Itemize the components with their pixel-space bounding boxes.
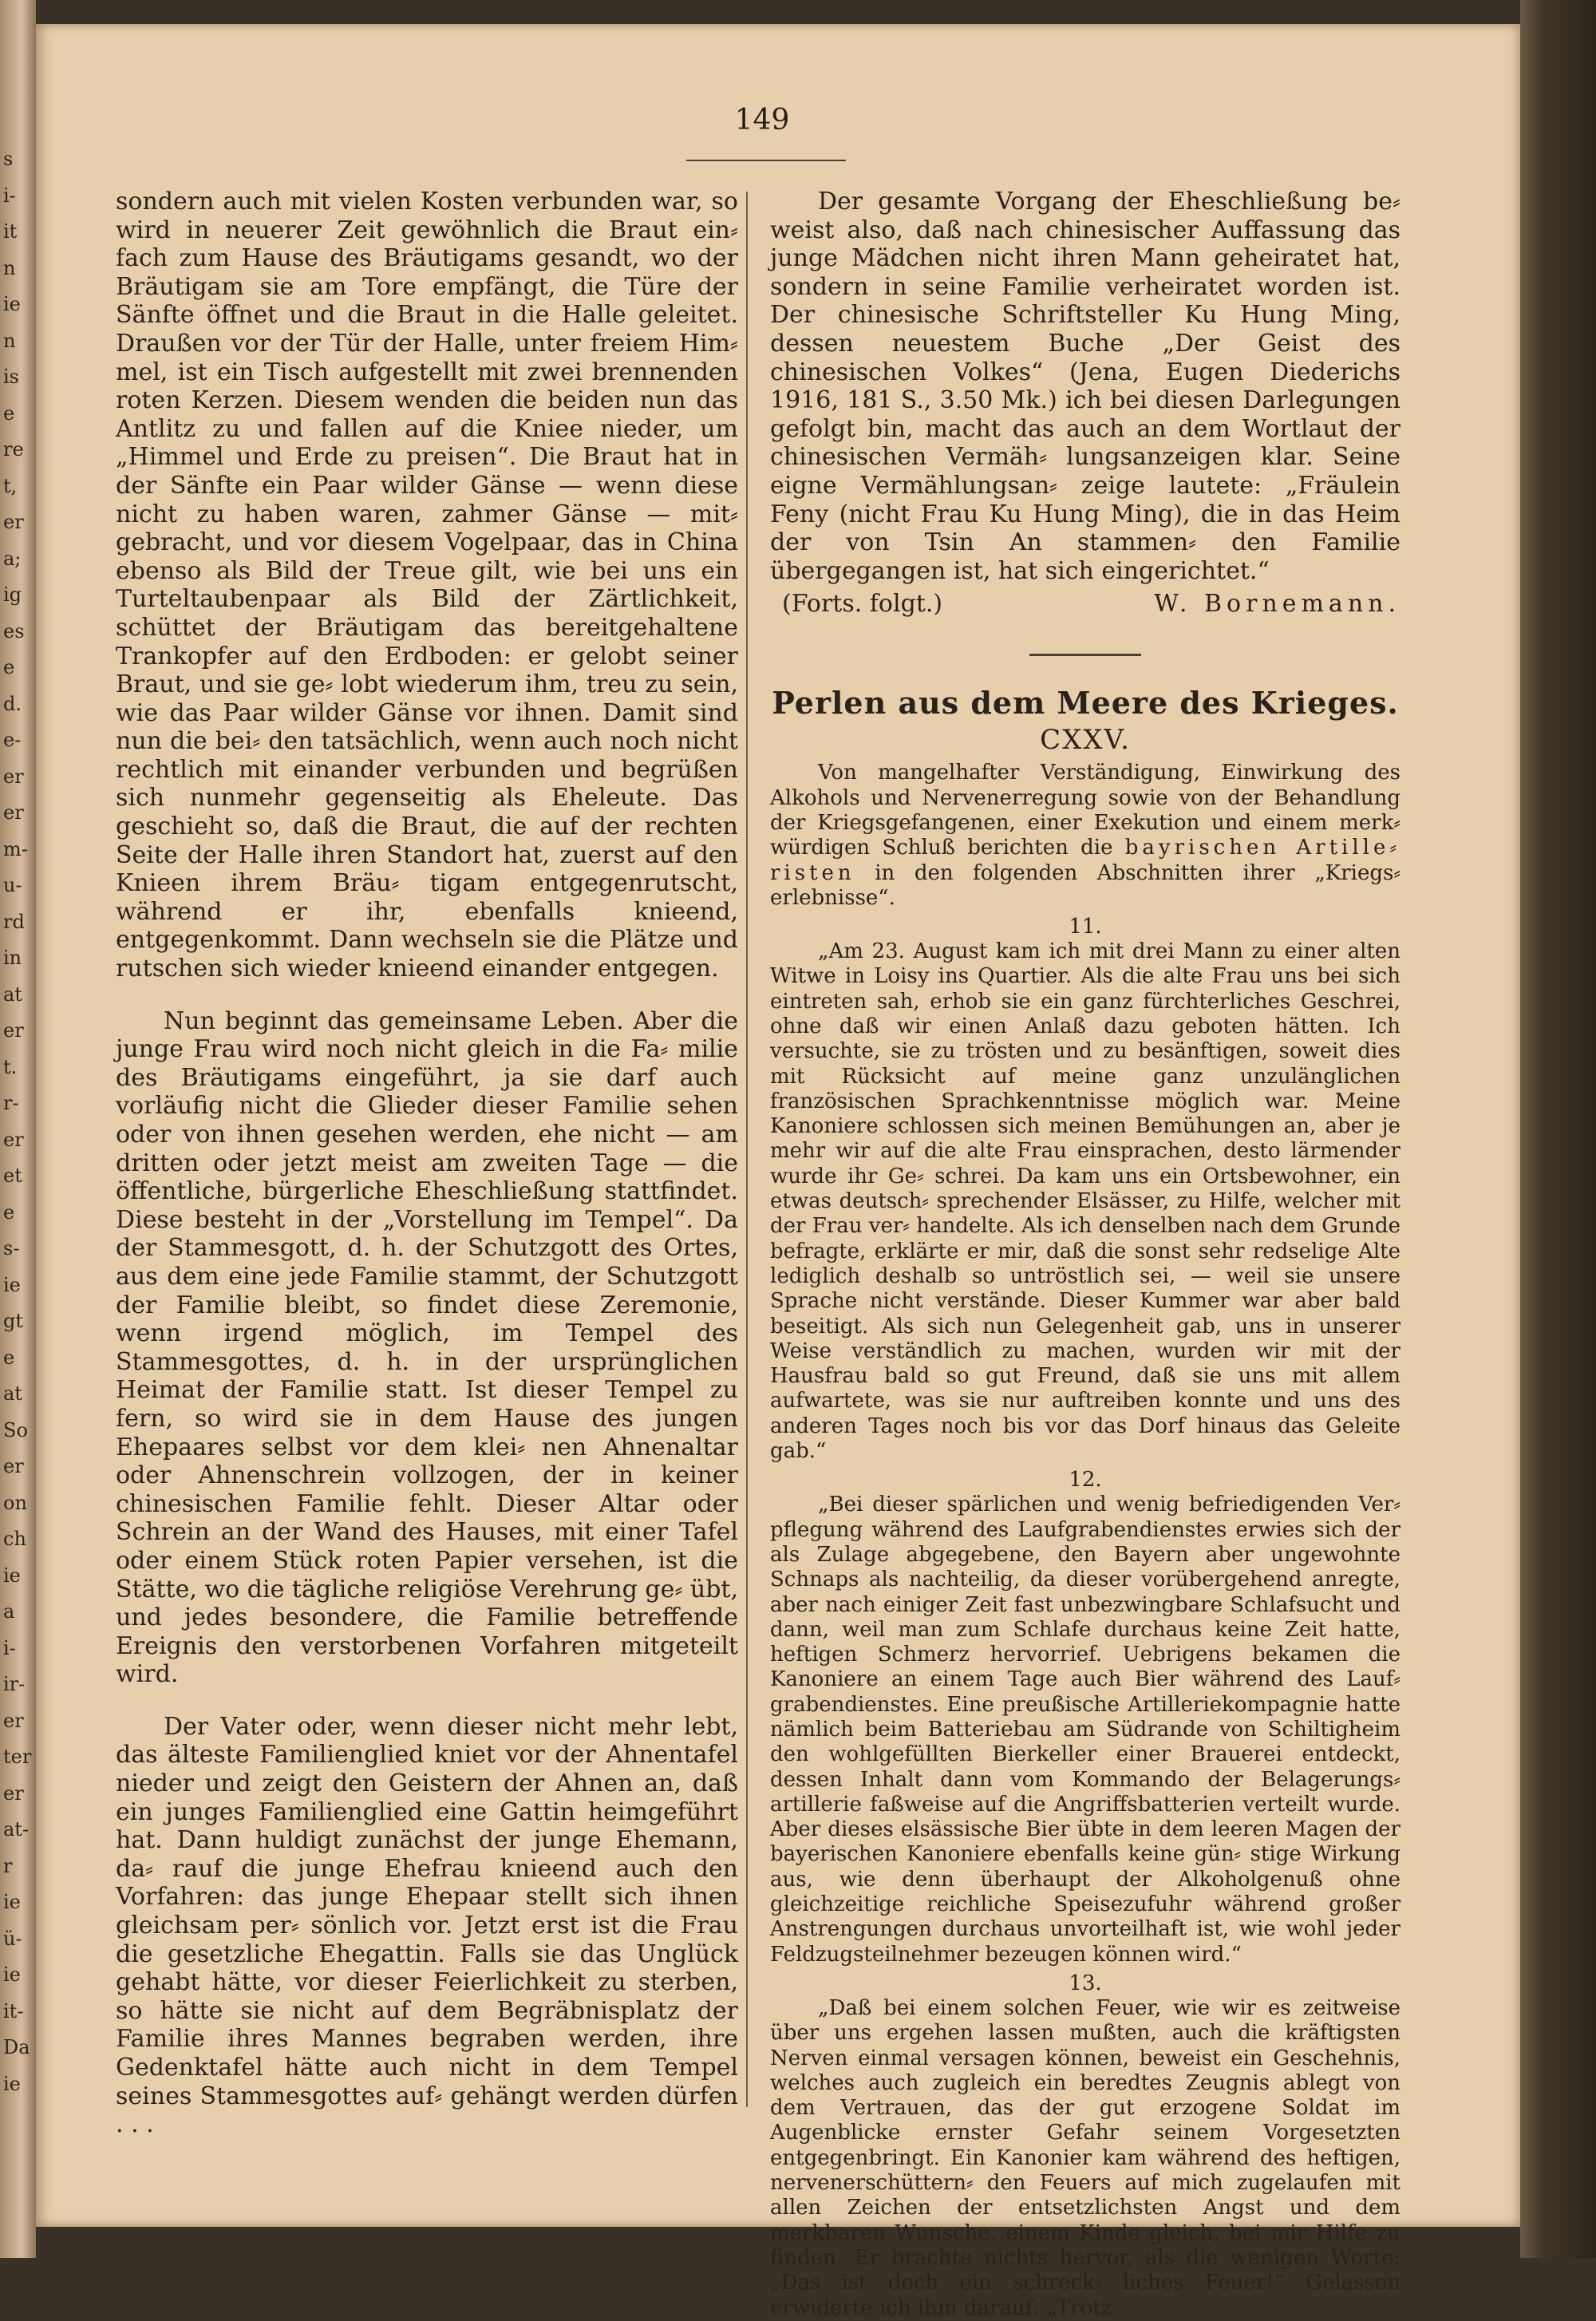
facing-page-fragment: n bbox=[3, 256, 16, 279]
facing-page-fragment: er bbox=[3, 511, 24, 533]
left-paragraph-3: Der Vater oder, wenn dieser nicht mehr lebt, das älteste Familienglied kniet vor der Ahnentafel nieder und zeigt den Geistern der Ahnen an, daß ein junges Familienglied eine Gattin heimgeführt hat. Dann huldigt zunächst der junge Ehemann, da⸗ rauf die junge Ehefrau knieend auch den Vorfahren: das junge Ehepaar stellt sich ihnen gleichsam per⸗ sönlich vor. Jetzt erst ist die Frau die gesetzliche Ehegattin. Falls sie das Unglück gehabt hätte, vor dieser Feierlichkeit zu sterben, so hätte sie nicht auf dem Begräbnisplatz der Familie ihres Mannes begraben werden, ihre Gedenktafel hätte auch nicht in dem Tempel seines Stammesgottes auf⸗ gehängt werden dürfen . . . bbox=[116, 1712, 738, 2139]
facing-page-fragment: gt bbox=[3, 1310, 24, 1332]
author-signature: W. Bornemann. bbox=[1154, 590, 1400, 619]
item-number-11: 11. bbox=[1069, 915, 1102, 939]
right-paragraph-1: Der gesamte Vorgang der Eheschließung be⸗ weist also, daß nach chinesischer Auffassung das junge Mädchen nicht ihren Mann geheiratet hat, sondern in seine Familie verheiratet worden ist. Der chinesische Schriftsteller Ku Hung Ming, dessen neuestem Buche „Der Geist des chinesischen Volkes“ (Jena, Eugen Diederichs 1916, 181 S., 3.50 Mk.) ich bei diesen Darlegungen gefolgt bin, macht das auch an dem Wortlaut der chinesischen Vermäh⸗ lungsanzeigen klar. Seine eigne Vermählungsan⸗ zeige lautete: „Fräulein Feny (nicht Frau Ku Hung Ming), die in das Heim der von Tsin An stammen⸗ den Familie übergegangen ist, hat sich eingerichtet.“ bbox=[770, 188, 1400, 585]
intro-text-after: in den folgenden Abschnitten ihrer „Kriegs⸗ erlebnisse“. bbox=[770, 860, 1401, 910]
facing-page-fragment: er bbox=[3, 1128, 24, 1151]
facing-page-fragment: er bbox=[3, 1781, 24, 1805]
facing-page-fragment: ter bbox=[3, 1746, 32, 1768]
item-12-text: „Bei dieser spärlichen und wenig befriedigenden Ver⸗ pflegung während des Laufgrabendienstes erwies sich der als Zulage abgegebene, den Bayern aber ungewohnte Schnaps als nachteilig, da dieser vorübergehend anregte, aber nach einiger Zeit fast unbezwingbare Schlafsucht und dann, weil man zum Schlafe durchaus keine Zeit hatte, heftigen Schmerz hervorrief. Uebrigens bekamen die Kanoniere an einem Tage auch Bier während des Lauf⸗ grabendienstes. Eine preußische Artilleriekompagnie hatte nämlich beim Batteriebau am Südrande von Schiltigheim den wohlgefüllten Bierkeller einer Brauerei entdeckt, dessen Inhalt dann vom Kommando der Belagerungs⸗ artillerie faßweise auf die Angriffsbatterien verteilt wurde. Aber dieses elsässische Bier übte in dem leeren Magen der bayerischen Kanoniere ebenfalls keine gün⸗ stige Wirkung aus, wie denn überhaupt der Alkoholgenuß ohne gleichzeitige reichliche Speisezufuhr während großer Anstrengungen durchaus unvorteilhaft ist, wie wohl jeder Feldzugsteilnehmer bezeugen können wird.“ bbox=[770, 1493, 1400, 1967]
facing-page-fragment: So bbox=[3, 1418, 28, 1441]
facing-page-fragment: e bbox=[3, 1200, 15, 1224]
facing-page-fragment: m- bbox=[3, 837, 28, 860]
facing-page-fragment: i- bbox=[3, 184, 16, 207]
facing-page-fragment: at bbox=[3, 1382, 22, 1405]
section-numeral: CXXV. bbox=[1040, 724, 1131, 757]
facing-page-fragment: r bbox=[3, 1854, 13, 1877]
facing-page-fragment: ie bbox=[3, 1273, 21, 1296]
facing-page-fragment: er bbox=[3, 1709, 24, 1732]
facing-page-fragment: er bbox=[3, 765, 24, 788]
right-column bbox=[770, 188, 1400, 2321]
page-number: 149 bbox=[734, 104, 790, 136]
facing-page-fragment: s bbox=[3, 148, 14, 170]
facing-page-fragment: Da bbox=[3, 2036, 30, 2058]
continuation-line bbox=[770, 590, 1400, 619]
facing-page-fragment: r- bbox=[3, 1092, 19, 1114]
facing-page-fragment: t. bbox=[3, 1055, 18, 1078]
facing-page-fragment: ie bbox=[3, 1564, 21, 1587]
column-divider bbox=[746, 192, 748, 2107]
facing-page-fragment: it- bbox=[3, 1999, 24, 2022]
facing-page-fragment: ie bbox=[3, 1963, 21, 1986]
continued-note: (Forts. folgt.) bbox=[782, 590, 943, 619]
facing-page-fragment: it bbox=[3, 220, 18, 243]
facing-page-fragment: on bbox=[3, 1491, 27, 1514]
facing-page-fragment: et bbox=[3, 1164, 22, 1187]
facing-page-fragment: er bbox=[3, 1455, 24, 1477]
facing-page-fragment: e- bbox=[3, 729, 22, 751]
facing-page-fragment: ü- bbox=[3, 1927, 22, 1950]
facing-page-fragment: u- bbox=[3, 874, 22, 896]
left-column bbox=[116, 188, 738, 2139]
facing-page-fragment: in bbox=[3, 947, 22, 969]
intro-spaced-text: bayrischen Artille⸗ risten bbox=[770, 836, 1401, 885]
item-number-12: 12. bbox=[1069, 1468, 1102, 1493]
facing-page-fragment: es bbox=[3, 619, 25, 643]
facing-page-fragment: ir- bbox=[3, 1673, 26, 1695]
left-paragraph-2: Nun beginnt das gemeinsame Leben. Aber die junge Frau wird noch nicht gleich in die Fa⸗ milie des Bräutigams eingeführt, ja sie darf auch vorläufig nicht die Glieder dieser Familie sehen oder von ihnen gesehen werden, ehe nicht — am dritten oder jetzt meist am zweiten Tage — die öffentliche, bürgerliche Eheschließung stattfindet. Diese besteht in der „Vorstellung im Tempel“. Da der Stammesgott, d. h. der Schutzgott des Ortes, aus dem eine jede Familie stammt, der Schutzgott der Familie bleibt, so findet diese Zeremonie, wenn irgend möglich, im Tempel des Stammesgottes, d. h. in der ursprünglichen Heimat der Familie statt. Ist dieser Tempel zu fern, so wird sie in dem Hause des jungen Ehepaares selbst vor dem klei⸗ nen Ahnenaltar oder Ahnenschrein vollzogen, der in keiner chinesischen Familie fehlt. Dieser Altar oder Schrein an der Wand des Hauses, mit einer Tafel oder einem Stück roten Papier versehen, ist die Stätte, wo die tägliche religiöse Verehrung ge⸗ übt, und jedes besondere, die Familie betreffende Ereignis den verstorbenen Vorfahren mitgeteilt wird. bbox=[116, 1006, 738, 1689]
facing-page-fragment: a; bbox=[3, 547, 22, 570]
facing-page-fragment: ie bbox=[3, 2072, 21, 2095]
facing-page-fragment: er bbox=[3, 801, 24, 824]
facing-page-fragment: is bbox=[3, 366, 19, 388]
facing-page-fragment: er bbox=[3, 1019, 24, 1042]
facing-page-fragment: ie bbox=[3, 293, 21, 315]
facing-page-fragment: ie bbox=[3, 1891, 21, 1913]
facing-page-fragment: ig bbox=[3, 583, 22, 606]
facing-page-fragment: at bbox=[3, 983, 22, 1006]
left-paragraph-1: sondern auch mit vielen Kosten verbunden war, so wird in neuerer Zeit gewöhnlich die Braut ein⸗ fach zum Hause des Bräutigams gesandt, wo der Bräutigam sie am Tore empfängt, die Türe der Sänfte öffnet und die Braut in die Halle geleitet. Draußen vor der Tür der Halle, unter freiem Him⸗ mel, ist ein Tisch aufgestellt mit zwei brennenden roten Kerzen. Diesem wenden die beiden nun das Antlitz zu und fallen auf die Kniee nieder, um „Himmel und Erde zu preisen“. Die Braut hat in der Sänfte ein Paar wilder Gänse — wenn diese nicht zu haben waren, zahmer Gänse — mit⸗ gebracht, und vor diesem Vogelpaar, das in China ebenso als Bild der Treue gilt, wie bei uns ein Turteltaubenpaar als Bild der Zärtlichkeit, schüttet der Bräutigam das bereitgehaltene Trankopfer auf den Erdboden: er gelobt seiner Braut, und sie ge⸗ lobt wiederum ihm, treu zu sein, wie das Paar wilder Gänse vor ihnen. Damit sind nun die bei⸗ den tatsächlich, wenn auch noch nicht rechtlich mit einander verbunden und begrüßen sich nunmehr gegenseitig als Eheleute. Das geschieht so, daß die Braut, die auf der rechten Seite der Halle ihren Standort hat, zuerst auf den Knieen ihrem Bräu⸗ tigam entgegenrutscht, während er ihr, ebenfalls knieend, entgegenkommt. Dann wechseln sie die Plätze und rutschen sich wieder knieend einander entgegen. bbox=[116, 188, 738, 983]
page bbox=[36, 24, 1520, 2320]
facing-page-fragment: d. bbox=[3, 692, 22, 715]
item-11-text: „Am 23. August kam ich mit drei Mann zu einer alten Witwe in Loisy ins Quartier. Als die alte Frau uns bei sich eintreten sah, erhob sie ein ganz fürchterliches Geschrei, ohne daß wir einen Anlaß dazu geboten hätten. Ich versuchte, sie zu trösten und zu besänftigen, soweit dies mit Rücksicht auf meine ganz unzulänglichen französischen Sprachkenntnisse möglich war. Meine Kanoniere schlossen sich meinen Bemühungen an, aber je mehr wir auf die alte Frau einsprachen, desto lärmender wurde ihr Ge⸗ schrei. Da kam uns ein Ortsbewohner, ein etwas deutsch⸗ sprechender Elsässer, zu Hilfe, welcher mit der Frau ver⸗ handelte. Als ich denselben nach dem Grunde befragte, erklärte er mir, daß die sonst sehr redselige Alte lediglich deshalb so untröstlich sei, — weil sie unsere Sprache nicht verstände. Dieser Kummer war aber bald beseitigt. Als sich nun Gelegenheit gab, uns in unserer Weise verständlich zu machen, wurden wir mit der Hausfrau bald so gut Freund, daß sie uns mit allem aufwartete, was sie nur auftreiben konnte und uns des anderen Tages noch bis vor das Dorf hinaus das Geleite gab.“ bbox=[770, 939, 1400, 1464]
intro-text-before: Von mangelhafter Verständigung, Einwirkung des Alkohols und Nervenerregung sowie von der Behandlung der Kriegsgefangenen, einer Exekution und einem merk⸗ würdigen Schluß berichten die bbox=[770, 761, 1400, 860]
page-number-rule bbox=[686, 160, 846, 161]
facing-page-fragment: n bbox=[3, 329, 16, 352]
facing-page-fragment: t, bbox=[3, 474, 18, 497]
facing-page-fragment: e bbox=[3, 656, 15, 678]
facing-page-fragment: re bbox=[3, 438, 24, 461]
item-number-13: 13. bbox=[1069, 1971, 1102, 1995]
facing-page-fragment: a bbox=[3, 1600, 15, 1623]
facing-page-fragment: i- bbox=[3, 1636, 16, 1659]
left-page-edge bbox=[0, 0, 36, 2258]
facing-page-fragment: rd bbox=[3, 910, 25, 933]
section-title: Perlen aus dem Meere des Krieges. bbox=[772, 685, 1399, 722]
section-divider bbox=[1029, 654, 1141, 656]
item-13-text: „Daß bei einem solchen Feuer, wie wir es zeitweise über uns ergehen lassen mußten, auch die kräftigsten Nerven einmal versagen können, beweist ein Geschehnis, welches auch zugleich ein beredtes Zeugnis ablegt von dem Vertrauen, das der gut erzogene Soldat im Augenblicke ernster Gefahr seinem Vorgesetzten entgegenbringt. Ein Kanonier kam während des heftigen, nervenerschüttern⸗ den Feuers auf mich zugelaufen mit allen Zeichen der entsetzlichsten Angst und dem merkbaren Wunsche, einem Kinde gleich, bei mir Hilfe zu finden. Er brachte nichts hervor, als die wenigen Worte: „Das ist doch ein schreck⸗ liches Feuer!“ Gelassen erwiderte ich ihm darauf: „Trotz bbox=[770, 1995, 1400, 2320]
facing-page-fragment: s- bbox=[3, 1237, 20, 1259]
facing-page-fragment: at- bbox=[3, 1818, 30, 1841]
book-spine-edge bbox=[1520, 0, 1596, 2258]
section-intro bbox=[770, 761, 1400, 911]
facing-page-fragment: e bbox=[3, 401, 15, 425]
facing-page-fragment: e bbox=[3, 1346, 15, 1369]
facing-page-fragment: ch bbox=[3, 1528, 26, 1550]
